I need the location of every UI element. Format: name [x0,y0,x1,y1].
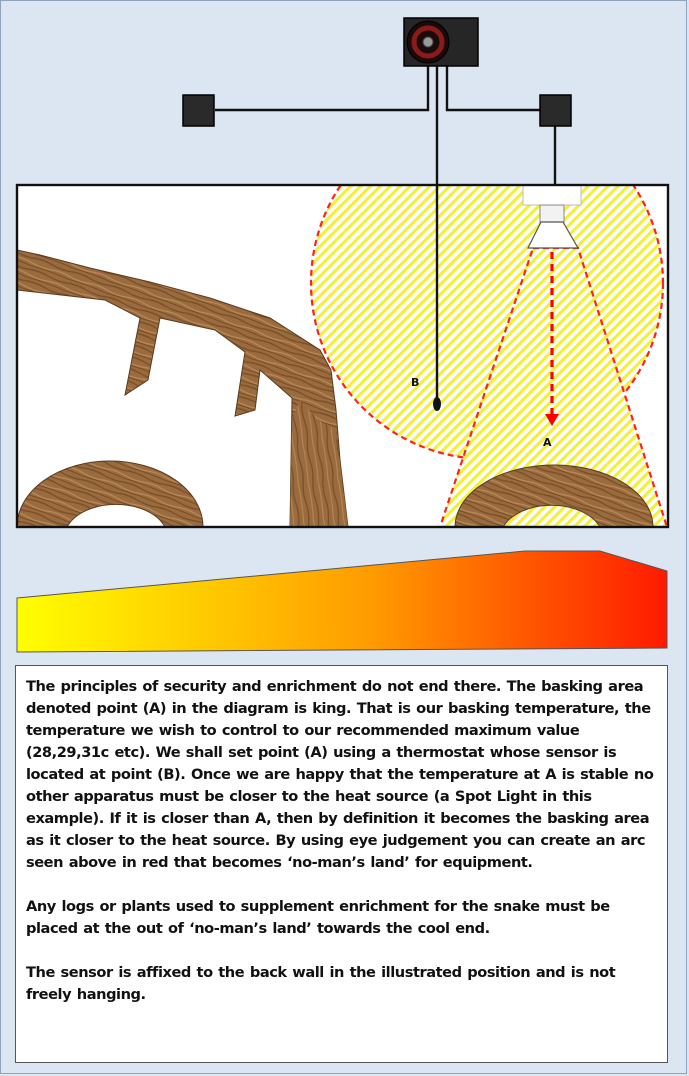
point-b-label: B [411,376,420,389]
paragraph-basking-point: The principles of security and enrichment do not end there. The basking area denoted point (A) in the diagram is king. That is our basking temperature, the temperature we wish to control to our recommended maximum value (28,29,31c etc). We shall set point (A) using a thermostat whose sensor is located at point (B). Once we are happy that the temperature at A is stable no other apparatus must be closer to the heat source (a Spot Light in this example). If it is closer than A, then by definition it becomes the basking area as it closer to the heat source. By using eye judgement you can create an arc seen above in red that becomes ‘no-man’s land’ for equipment. [26,678,654,871]
spotlight-fitting [523,185,581,205]
paragraph-enrichment: Any logs or plants used to supplement enrichment for the snake must be placed at the out of ‘no-man’s land’ towards the cool end. [26,898,610,937]
spotlight-holder [540,205,564,223]
right-power-socket [540,95,571,126]
point-a-label: A [543,436,552,449]
paragraph-sensor: The sensor is affixed to the back wall in the illustrated position and is not freely hanging. [26,964,616,1003]
temperature-gradient-bar [17,551,667,652]
cable-to-left-socket [215,66,428,110]
left-power-socket [183,95,214,126]
explanation-textbox [15,665,668,1063]
sensor-probe [433,397,441,411]
cable-to-right-socket [447,66,540,110]
